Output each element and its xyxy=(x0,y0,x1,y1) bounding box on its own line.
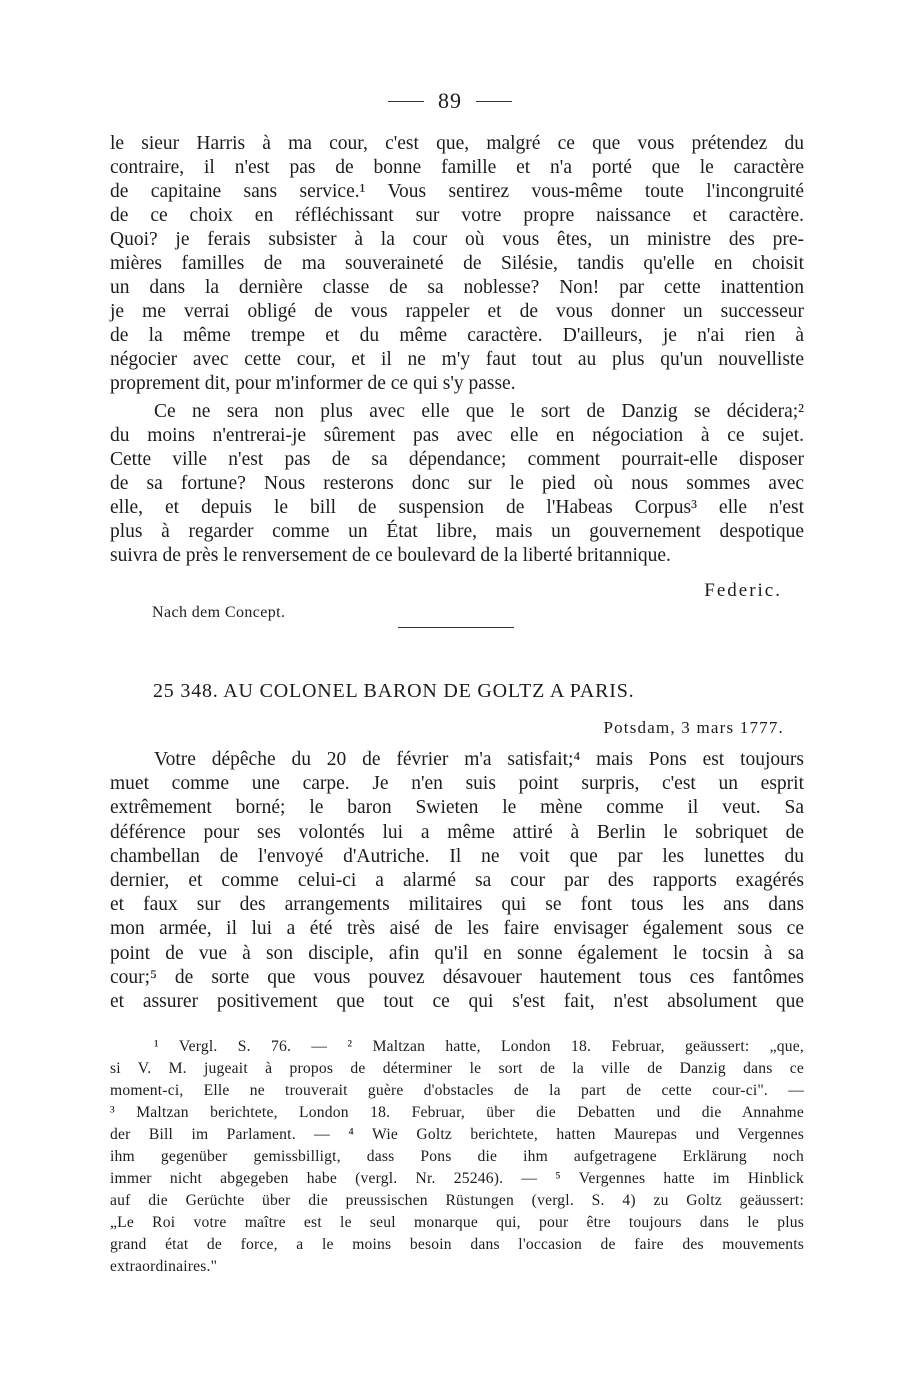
section-separator xyxy=(398,627,514,628)
letter-heading: 25 348. AU COLONEL BARON DE GOLTZ A PARIS. xyxy=(153,680,635,702)
letter-date: Potsdam, 3 mars 1777. xyxy=(603,718,784,737)
footnote-line: extraordinaires." xyxy=(110,1258,218,1275)
text-line: du moins n'entrerai-je sûrement pas avec elle en négociation à ce sujet. xyxy=(110,425,804,446)
text-line: cour;⁵ de sorte que vous pouvez désavouer hautement tous ces fantômes xyxy=(110,966,804,988)
text-line: Quoi? je ferais subsister à la cour où vous êtes, un ministre des pre- xyxy=(110,229,804,250)
page-header xyxy=(0,86,900,116)
letter1-paragraph2 xyxy=(110,400,804,568)
footnote-line: auf die Gerüchte über die preussischen Rüstungen (vergl. S. 4) zu Goltz geäussert: xyxy=(110,1192,804,1209)
text-line: muet comme une carpe. Je n'en suis point surpris, c'est un esprit xyxy=(110,773,804,795)
footnote-line: si V. M. jugeait à propos de déterminer le sort de la ville de Danzig dans ce xyxy=(110,1060,804,1077)
text-line: le sieur Harris à ma cour, c'est que, malgré ce que vous prétendez du xyxy=(110,133,804,154)
footnote-line: „Le Roi votre maître est le seul monarque qui, pour être toujours dans le plus xyxy=(110,1214,804,1231)
text-line: et assurer positivement que tout ce qui s'est fait, n'est absolument que xyxy=(110,990,804,1012)
footnotes xyxy=(110,1036,804,1278)
text-line: point de vue à son disciple, afin qu'il en sonne également le tocsin à sa xyxy=(110,942,804,964)
text-line: de sa fortune? Nous resterons donc sur le pied où nous sommes avec xyxy=(110,473,804,494)
text-line: Cette ville n'est pas de sa dépendance; comment pourrait-elle disposer xyxy=(110,449,804,470)
page-number: 89 xyxy=(438,88,462,113)
text-line: suivra de près le renversement de ce boulevard de la liberté britannique. xyxy=(110,545,671,566)
footnote-line: ihm gegenüber gemissbilligt, dass Pons die ihm aufgetragene Erklärung noch xyxy=(110,1148,804,1165)
text-line: de la même trempe et du même caractère. D'ailleurs, je n'ai rien à xyxy=(110,325,804,346)
footnote-line: immer nicht abgegeben habe (vergl. Nr. 25246). — ⁵ Vergennes hatte im Hinblick xyxy=(110,1170,804,1187)
text-line: plus à regarder comme un État libre, mais un gouvernement despotique xyxy=(110,521,804,542)
text-line: mon armée, il lui a été très aisé de les faire envisager également sous ce xyxy=(110,918,804,940)
footnote-line: ¹ Vergl. S. 76. — ² Maltzan hatte, London 18. Februar, geäussert: „que, xyxy=(154,1038,804,1055)
text-line: chambellan de l'envoyé d'Autriche. Il ne voit que par les lunettes du xyxy=(110,845,804,867)
source-note: Nach dem Concept. xyxy=(152,604,286,621)
footnote-line: ³ Maltzan berichtete, London 18. Februar, über die Debatten und die Annahme xyxy=(110,1104,804,1121)
signature: Federic. xyxy=(704,580,782,601)
text-line: de ce choix en réfléchissant sur votre propre naissance et caractère. xyxy=(110,205,804,226)
text-line: de capitaine sans service.¹ Vous sentirez vous-même toute l'incongruité xyxy=(110,181,804,202)
text-line: un dans la dernière classe de sa noblesse? Non! par cette inattention xyxy=(110,277,804,298)
header-dash-right xyxy=(476,101,512,102)
letter2-body xyxy=(110,748,804,1014)
text-line: elle, et depuis le bill de suspension de l'Habeas Corpus³ elle n'est xyxy=(110,497,804,518)
text-line: extrêmement borné; le baron Swieten le mène comme il veut. Sa xyxy=(110,797,804,819)
text-line: mières familles de ma souveraineté de Silésie, tandis qu'elle en choisit xyxy=(110,253,804,274)
text-line: je me verrai obligé de vous rappeler et de vous donner un successeur xyxy=(110,301,804,322)
text-line: proprement dit, pour m'informer de ce qui s'y passe. xyxy=(110,373,516,394)
text-line: et faux sur des arrangements militaires qui se font tous les ans dans xyxy=(110,894,804,916)
text-line: Votre dépêche du 20 de février m'a satisfait;⁴ mais Pons est toujours xyxy=(154,749,804,770)
text-line: déférence pour ses volontés lui a même attiré à Berlin le sobriquet de xyxy=(110,821,804,843)
footnote-line: grand état de force, a le moins besoin dans l'occasion de faire des mouvements xyxy=(110,1236,804,1253)
text-line: négocier avec cette cour, et il ne m'y faut tout au plus qu'un nouvelliste xyxy=(110,349,804,370)
text-line: Ce ne sera non plus avec elle que le sort de Danzig se décidera;² xyxy=(154,401,804,422)
footnote-line: der Bill im Parlament. — ⁴ Wie Goltz berichtete, hatten Maurepas und Vergennes xyxy=(110,1126,804,1143)
footnote-line: moment-ci, Elle ne trouverait guère d'obstacles de la part de cette cour-ci". — xyxy=(110,1082,804,1099)
header-dash-left xyxy=(388,101,424,102)
letter1-paragraph1 xyxy=(110,132,804,396)
text-line: dernier, et comme celui-ci a alarmé sa cour par des rapports exagérés xyxy=(110,869,804,891)
text-line: contraire, il n'est pas de bonne famille et n'a porté que le caractère xyxy=(110,157,804,178)
